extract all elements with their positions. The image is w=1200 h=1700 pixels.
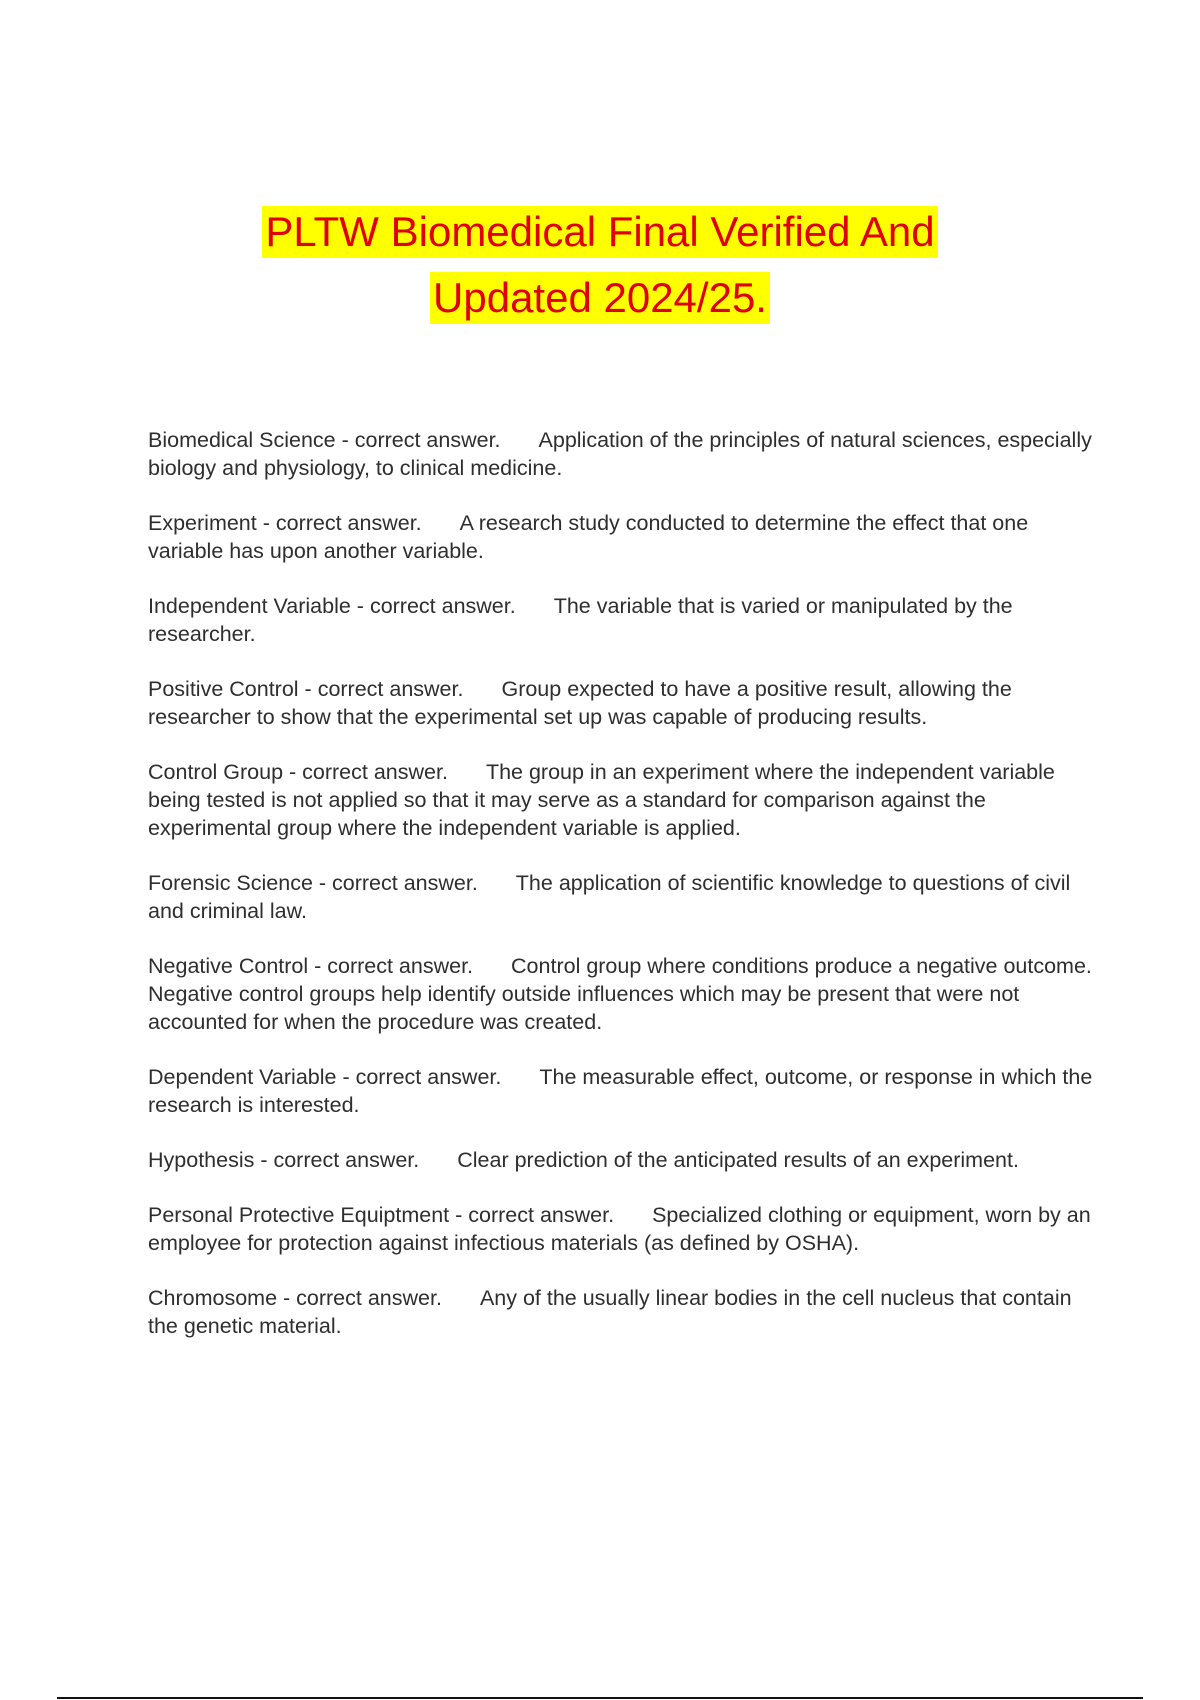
answer-marker: correct answer. [302, 760, 448, 784]
document-title [0, 204, 1200, 336]
entry-definition: The group in an experiment where the independent variable being tested is not applied so that it may serve as a standard for comparison against the experimental group where the independent variable is applied. [148, 760, 1055, 840]
answer-marker: correct answer. [296, 1286, 442, 1310]
definition-entry: Forensic Science - correct answer. The application of scientific knowledge to questions of civil and criminal law. [148, 871, 1071, 923]
entry-definition: Clear prediction of the anticipated results of an experiment. [457, 1148, 1019, 1172]
entry-term: Independent Variable [148, 594, 351, 618]
entry-definition: The variable that is varied or manipulated by the researcher. [148, 594, 1013, 646]
definition-entry: Control Group - correct answer. The group in an experiment where the independent variable being tested is not applied so that it may serve as a standard for comparison against the experimental group where the independent variable is applied. [148, 760, 1055, 840]
answer-marker: correct answer. [354, 428, 501, 452]
entry-definition: The application of scientific knowledge to questions of civil and criminal law. [148, 871, 1071, 923]
entry-definition: Group expected to have a positive result, allowing the researcher to show that the experimental set up was capable of producing results. [148, 677, 1012, 729]
entry-definition: Specialized clothing or equipment, worn by an employee for protection against infectious materials (as defined by OSHA). [148, 1203, 1091, 1255]
entry-term: Negative Control [148, 954, 309, 978]
definition-entry: Independent Variable - correct answer. The variable that is varied or manipulated by the researcher. [148, 594, 1013, 646]
entry-term: Chromosome [148, 1286, 278, 1310]
entry-definition: The measurable effect, outcome, or response in which the research is interested. [148, 1065, 1093, 1117]
entry-term: Hypothesis [148, 1148, 255, 1172]
title-line-2: Updated 2024/25. [430, 272, 770, 324]
entry-definition: Control group where conditions produce a negative outcome. Negative control groups help identify outside influences which may be present that were not accounted for when the procedure was created. [148, 954, 1092, 1034]
definition-entry: Chromosome - correct answer. Any of the usually linear bodies in the cell nucleus that contain the genetic material. [148, 1286, 1072, 1338]
entry-definition: Application of the principles of natural sciences, especially biology and physiology, to clinical medicine. [148, 428, 1092, 480]
entry-term: Dependent Variable [148, 1065, 337, 1089]
definition-entry: Hypothesis - correct answer. Clear prediction of the anticipated results of an experiment. [148, 1148, 1019, 1172]
entry-term: Forensic Science [148, 871, 313, 895]
entry-term: Personal Protective Equiptment [148, 1203, 450, 1227]
answer-marker: correct answer. [369, 594, 516, 618]
footer-rule [57, 1697, 1143, 1699]
definition-entry: Positive Control - correct answer. Group expected to have a positive result, allowing the researcher to show that the experimental set up was capable of producing results. [148, 677, 1012, 729]
definition-entry: Personal Protective Equiptment - correct answer. Specialized clothing or equipment, worn by an employee for protection against infectious materials (as defined by OSHA). [148, 1203, 1091, 1255]
entry-term: Control Group [148, 760, 284, 784]
definition-list [148, 426, 1098, 1367]
entry-definition: Any of the usually linear bodies in the cell nucleus that contain the genetic material. [148, 1286, 1072, 1338]
entry-definition: A research study conducted to determine the effect that one variable has upon another variable. [148, 511, 1029, 563]
answer-marker: correct answer. [355, 1065, 502, 1089]
answer-marker: correct answer. [275, 511, 422, 535]
entry-term: Biomedical Science [148, 428, 336, 452]
title-line-1: PLTW Biomedical Final Verified And [262, 206, 937, 258]
answer-marker: correct answer. [332, 871, 478, 895]
answer-marker: correct answer. [317, 677, 464, 701]
definition-entry: Biomedical Science - correct answer. Application of the principles of natural sciences, especially biology and physiology, to clinical medicine. [148, 428, 1092, 480]
definition-entry: Dependent Variable - correct answer. The measurable effect, outcome, or response in which the research is interested. [148, 1065, 1093, 1117]
definition-entry: Negative Control - correct answer. Control group where conditions produce a negative outcome. Negative control groups help identify outside influences which may be present that were not accounted for when the procedure was created. [148, 954, 1092, 1034]
answer-marker: correct answer. [273, 1148, 420, 1172]
definition-entry: Experiment - correct answer. A research study conducted to determine the effect that one variable has upon another variable. [148, 511, 1029, 563]
answer-marker: correct answer. [327, 954, 474, 978]
answer-marker: correct answer. [468, 1203, 615, 1227]
entry-term: Experiment [148, 511, 257, 535]
entry-term: Positive Control [148, 677, 299, 701]
